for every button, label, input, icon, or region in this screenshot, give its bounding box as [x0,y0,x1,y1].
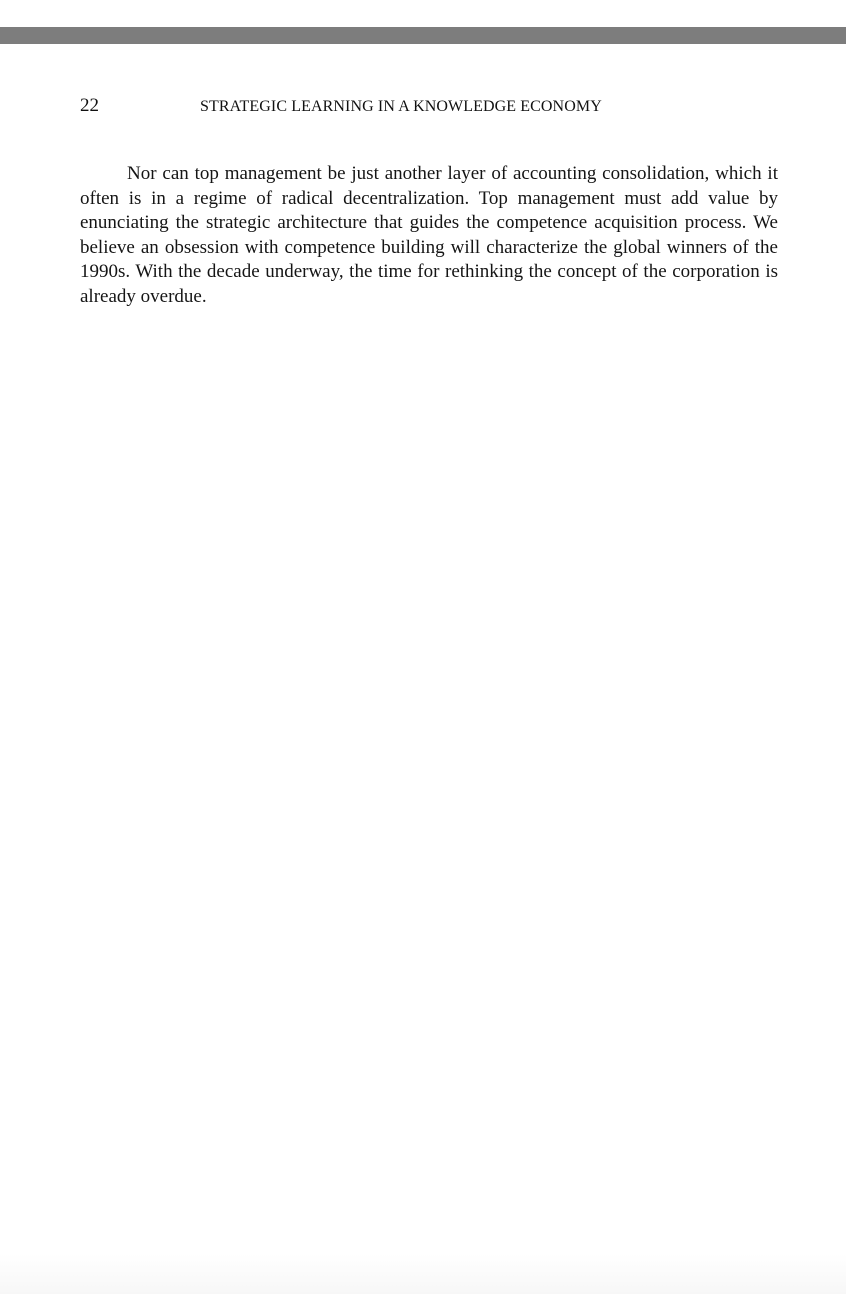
running-title: STRATEGIC LEARNING IN A KNOWLEDGE ECONOMY [200,98,602,115]
page-number: 22 [80,95,99,116]
viewer-top-bar [0,27,846,44]
body-paragraph: Nor can top management be just another layer of accounting consolidation, which it often is in a regime of radical decentralization. Top management must add value by enunciating the strategic architecture that guides the competence acquisition process. We believe an obsession with competence building will characterize the global winners of the 1990s. With the decade underway, the time for rethinking the concept of the corporation is already overdue. [80,163,778,307]
running-header [80,95,780,119]
page-bottom-edge [0,1254,846,1294]
